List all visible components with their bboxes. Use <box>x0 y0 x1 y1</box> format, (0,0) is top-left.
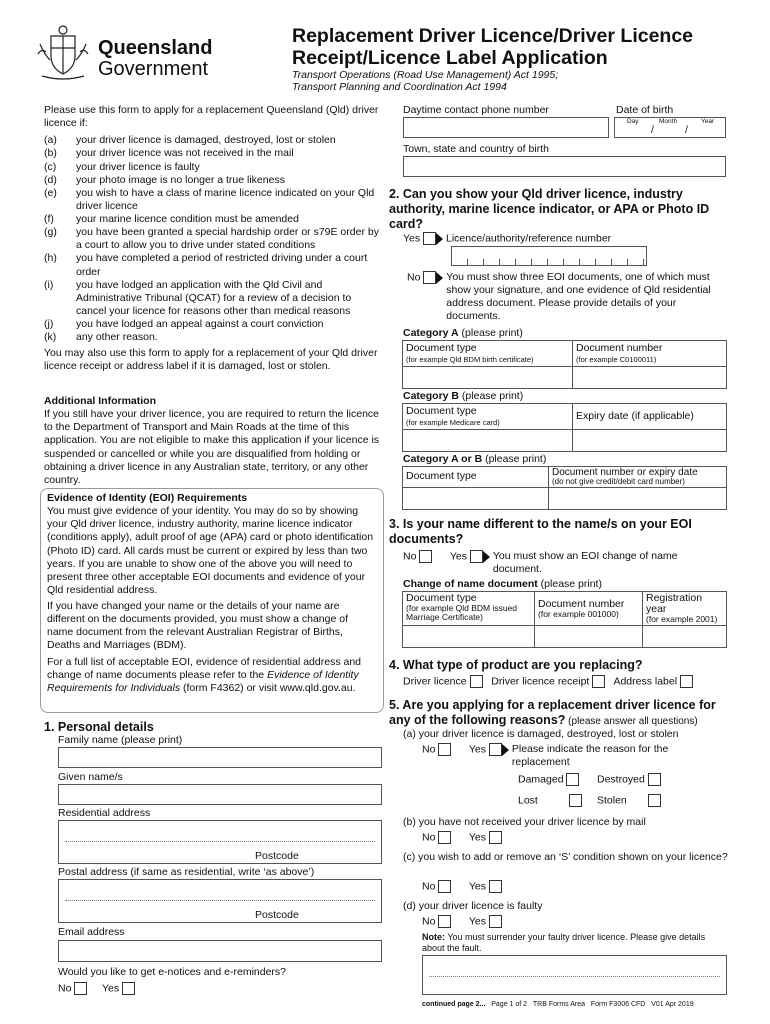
reason-text: you have lodged an application with the Qld Civil and Administrative Tribunal (QCAT) for a review of a decision to cancel your licence for reasons other than medical reasons <box>76 278 352 317</box>
s5a-destroyed <box>597 773 661 786</box>
reason-text: you have lodged an appeal against a court conviction <box>76 318 324 330</box>
dob-day: Day <box>627 118 639 125</box>
s5d-note-text: You must surrender your faulty driver licence. Please give details about the fault. <box>422 932 706 954</box>
intro-lead: Please use this form to apply for a replacement Queensland (Qld) driver licence if: <box>44 104 379 130</box>
category-a-note: (please print) <box>458 327 523 339</box>
reason-item <box>44 252 384 278</box>
crest-logo <box>36 24 90 82</box>
s5a-no-checkbox[interactable] <box>438 743 451 756</box>
con-reg-input[interactable] <box>643 625 727 647</box>
reason-item <box>44 331 384 344</box>
s4-receipt-checkbox[interactable] <box>592 675 605 688</box>
s5d-no-label: No <box>422 915 436 928</box>
s3-yes-text: You must show an EOI change of name document. <box>492 550 678 576</box>
footer-area: TRB Forms Area <box>532 1001 586 1008</box>
s5c-options <box>422 880 502 893</box>
s5a-options <box>422 743 722 769</box>
dob-label: Date of birth <box>616 104 674 116</box>
given-name-label: Given name/s <box>58 771 123 783</box>
damaged-label: Damaged <box>518 773 564 786</box>
town-input[interactable] <box>403 156 726 177</box>
eoi-p3-tail: (form F4362) or visit www.qld.gov.au. <box>180 681 356 694</box>
reason-text: you have been granted a special hardship order or s79E order by a court to allow you to drive under stated conditions <box>76 226 379 252</box>
s5a-stolen <box>597 794 661 807</box>
given-name-input[interactable] <box>58 784 382 805</box>
cat-a-doctype-input[interactable] <box>403 366 573 388</box>
additional-title: Additional Information <box>44 395 156 407</box>
lost-checkbox[interactable] <box>569 794 582 807</box>
s3-yes-label: Yes <box>449 550 468 563</box>
category-ab-note: (please print) <box>482 453 547 465</box>
eoi-p3-text: For a full list of acceptable EOI, evidence of residential address and change of name documents please refer to the <box>47 655 362 681</box>
eoi-title: Evidence of Identity (EOI) Requirements <box>47 492 248 504</box>
reason-key: (f) <box>44 213 54 225</box>
footer-page: Page 1 of 2 <box>491 1001 528 1008</box>
gov-name-line2: Government <box>98 58 209 80</box>
s5c-yes-label: Yes <box>468 880 487 893</box>
reason-item <box>44 226 384 252</box>
lost-label: Lost <box>518 794 538 807</box>
reason-text: your driver licence is damaged, destroyed, lost or stolen <box>76 134 336 147</box>
legislation-line2: Transport Planning and Coordination Act 1994 <box>292 81 507 93</box>
gov-name-line1: Queensland <box>98 37 213 59</box>
section5-title <box>389 698 729 729</box>
s3-no-checkbox[interactable] <box>419 550 432 563</box>
eoi-panel <box>40 488 384 713</box>
category-a-heading <box>403 327 523 340</box>
postal-label: Postal address (if same as residential, write ‘as above’) <box>58 866 315 878</box>
residential-address-input[interactable] <box>58 820 382 864</box>
change-of-name-heading <box>403 578 602 591</box>
reason-text: you have completed a period of restricted driving under a court order <box>76 252 368 278</box>
s3-no-label: No <box>403 550 417 563</box>
change-of-name-note: (please print) <box>537 578 602 590</box>
s4-driver-licence-checkbox[interactable] <box>470 675 483 688</box>
reason-key: (b) <box>44 147 57 160</box>
category-ab-title: Category A or B <box>403 453 483 465</box>
dob-month: Month <box>659 118 678 125</box>
intro-also: You may also use this form to apply for a replacement of your Qld driver licence receipt or address label if it is damaged, lost or stolen. <box>44 347 378 373</box>
reason-item <box>44 161 384 174</box>
s5a-damaged <box>518 773 579 786</box>
footer-form: Form F3006 CFD <box>590 1001 646 1008</box>
form-title-line2: Receipt/Licence Label Application <box>292 47 608 69</box>
s5a-yes-label: Yes <box>468 743 487 756</box>
reason-text: your photo image is no longer a true likeness <box>76 173 285 186</box>
con-doctype-example: (for example Qld BDM issued Marriage Certificate) <box>406 603 518 622</box>
s2-no-label: No <box>407 271 421 284</box>
enotice-yes-label: Yes <box>101 982 120 995</box>
footer-version: V01 Apr 2019 <box>651 1001 694 1008</box>
dob-year: Year <box>701 118 715 125</box>
category-a-title: Category A <box>403 327 459 339</box>
s5a-lost <box>518 794 582 807</box>
dob-slash-2: / <box>685 124 688 136</box>
enotice-no-label: No <box>58 982 72 995</box>
reason-key: (e) <box>44 186 57 199</box>
dob-slash-1: / <box>651 124 654 136</box>
family-name-label: Family name (please print) <box>58 734 183 746</box>
con-docnum-input[interactable] <box>535 625 643 647</box>
s2-no-checkbox[interactable] <box>423 271 436 284</box>
category-ab-heading <box>403 453 546 466</box>
s5d-note-label: Note: <box>422 932 445 942</box>
enotice-yes-checkbox[interactable] <box>122 982 135 995</box>
reason-text: any other reason. <box>76 331 158 344</box>
reason-key: (c) <box>44 160 57 173</box>
eoi-p3-doc-title: Evidence of Identity Requirements for Individuals <box>47 668 359 694</box>
cat-a-doctype-example: (for example Qld BDM birth certificate) <box>406 355 534 365</box>
footer <box>422 1001 694 1010</box>
reason-key: (d) <box>44 173 57 186</box>
phone-label: Daytime contact phone number <box>403 104 549 116</box>
cat-a-docnum-input[interactable] <box>573 366 727 388</box>
cat-ab-num-header: Document number or expiry date <box>552 467 698 478</box>
reason-key: (a) <box>44 134 57 147</box>
s3-yes-checkbox[interactable] <box>470 550 483 563</box>
damaged-checkbox[interactable] <box>566 773 579 786</box>
s5a-reason-text: Please indicate the reason for the replacement <box>511 743 669 769</box>
category-b-table <box>402 403 727 452</box>
s4-driver-licence-label: Driver licence <box>403 675 467 688</box>
enotice-question: Would you like to get e-notices and e-reminders? <box>58 966 287 978</box>
destroyed-label: Destroyed <box>597 773 645 786</box>
eoi-p2: If you have changed your name or the details of your name are different on the documents provided, you must show a change of name document from the relevant Australian Registrar of Births, Deaths and Marriages (BDM). <box>47 600 348 652</box>
reason-item <box>44 279 384 318</box>
s5c-question: (c) you wish to add or remove an ‘S’ condition shown on your licence? <box>403 851 728 863</box>
s4-options <box>403 675 693 688</box>
postcode-label-2: Postcode <box>255 909 299 921</box>
reason-item <box>44 174 384 187</box>
cat-a-docnum-example: (for example C0100011) <box>576 355 657 365</box>
town-label: Town, state and country of birth <box>403 143 549 155</box>
cat-b-doctype-input[interactable] <box>403 430 573 452</box>
cat-b-expiry-header: Expiry date (if applicable) <box>576 409 694 422</box>
form-title-line1: Replacement Driver Licence/Driver Licence <box>292 25 694 47</box>
arrow-right-icon <box>502 744 509 756</box>
cat-b-doctype-example: (for example Medicare card) <box>406 418 500 428</box>
section1-title: 1. Personal details <box>44 720 154 734</box>
s5d-yes-label: Yes <box>468 915 487 928</box>
reason-key: (i) <box>44 278 54 291</box>
email-label: Email address <box>58 926 125 938</box>
family-name-input[interactable] <box>58 747 382 768</box>
s2-yes-row <box>403 232 611 245</box>
postcode-label: Postcode <box>255 850 299 862</box>
con-doctype-header: Document type <box>406 592 477 604</box>
con-docnum-header: Document number <box>538 597 625 610</box>
change-of-name-title: Change of name document <box>403 578 538 590</box>
s5b-yes-checkbox[interactable] <box>489 831 502 844</box>
category-b-title: Category B <box>403 390 460 402</box>
reason-text: your driver licence is faulty <box>76 160 200 173</box>
s4-receipt-label: Driver licence receipt <box>491 675 590 688</box>
reason-key: (h) <box>44 252 57 265</box>
arrow-right-icon <box>436 233 443 245</box>
s5d-question: (d) your driver licence is faulty <box>403 900 543 912</box>
con-docnum-example: (for example 001000) <box>538 608 619 619</box>
s5b-options <box>422 831 502 844</box>
cat-ab-doctype-header: Document type <box>406 470 477 483</box>
s4-address-label-label: Address label <box>613 675 678 688</box>
eoi-p3 <box>47 656 377 695</box>
reason-item <box>44 187 384 213</box>
s5c-no-checkbox[interactable] <box>438 880 451 893</box>
additional-info <box>44 395 384 487</box>
s5d-note <box>422 932 727 955</box>
stolen-checkbox[interactable] <box>648 794 661 807</box>
licence-number-input[interactable] <box>451 246 647 266</box>
category-b-heading <box>403 390 523 403</box>
enotice-no-checkbox[interactable] <box>74 982 87 995</box>
s3-options <box>403 550 723 576</box>
cat-ab-num-input[interactable] <box>549 488 727 510</box>
con-reg-header: Registration year <box>646 592 703 616</box>
category-a-table <box>402 340 727 389</box>
postal-address-input[interactable] <box>58 879 382 923</box>
arrow-right-icon <box>483 551 490 563</box>
reason-item <box>44 134 384 147</box>
cat-a-doctype-header: Document type <box>406 342 477 354</box>
s5d-yes-checkbox[interactable] <box>489 915 502 928</box>
s5d-no-checkbox[interactable] <box>438 915 451 928</box>
enotice-options <box>58 982 135 995</box>
section3-title: 3. Is your name different to the name/s on your EOI documents? <box>389 517 692 546</box>
dob-input[interactable] <box>614 117 726 138</box>
con-doctype-input[interactable] <box>403 625 535 647</box>
reason-key: (g) <box>44 226 57 239</box>
section2-title: 2. Can you show your Qld driver licence, industry authority, marine licence indicator, or APA or Photo ID card? <box>389 187 710 231</box>
footer-continued: continued page 2... <box>422 1001 486 1008</box>
s5c-no-label: No <box>422 880 436 893</box>
cat-b-expiry-input[interactable] <box>573 430 727 452</box>
s2-yes-label: Yes <box>403 232 421 245</box>
eoi-p1: You must give evidence of your identity. You may do so by showing your Qld driver licence, industry authority, marine licence indicator (conditions apply), adult proof of age (APA) card or photo identification (Photo ID) card. All cards must be current or expired by less than two years. If you are unable to show one of the above you will need to present three other acceptable EOI documents and evidence of your Qld residential address. <box>47 505 374 596</box>
category-ab-table <box>402 466 727 510</box>
arrow-right-icon <box>436 272 443 284</box>
cat-ab-doctype-input[interactable] <box>403 488 549 510</box>
reason-item <box>44 318 384 331</box>
s2-yes-checkbox[interactable] <box>423 232 436 245</box>
cat-a-docnum-header: Document number <box>576 342 663 354</box>
s2-no-row <box>407 271 729 324</box>
residential-label: Residential address <box>58 807 151 819</box>
stolen-label: Stolen <box>597 794 627 807</box>
reason-list <box>44 134 384 344</box>
section4-title: 4. What type of product are you replacing? <box>389 658 643 672</box>
section5-title-text: 5. Are you applying for a replacement driver licence for any of the following reasons? <box>389 698 716 728</box>
destroyed-checkbox[interactable] <box>648 773 661 786</box>
email-input[interactable] <box>58 940 382 962</box>
s5a-question: (a) your driver licence is damaged, destroyed, lost or stolen <box>403 728 679 740</box>
section5-note: (please answer all questions) <box>565 716 698 728</box>
change-of-name-table <box>402 591 727 648</box>
additional-body: If you still have your driver licence, you are required to return the licence to the Department of Transport and Main Roads at the time of this application. You are not eligible to make this application if your licence is suspended or cancelled or while you are disqualified from holding or obtaining a driver licence in any Australian state, territory, or any other country. <box>44 408 380 486</box>
reason-item <box>44 147 384 160</box>
s2-licence-number-label: Licence/authority/reference number <box>445 232 612 245</box>
reason-text: your driver licence was not received in the mail <box>76 147 294 160</box>
s5b-yes-label: Yes <box>468 831 487 844</box>
reason-key: (j) <box>44 318 54 330</box>
reason-text: you wish to have a class of marine licence indicated on your Qld driver licence <box>76 186 375 212</box>
s5c-yes-checkbox[interactable] <box>489 880 502 893</box>
s5b-question: (b) you have not received your driver licence by mail <box>403 816 646 828</box>
legislation-line1: Transport Operations (Road Use Management) Act 1995; <box>292 69 559 81</box>
cat-ab-num-note: (do not give credit/debit card number) <box>552 477 685 486</box>
cat-b-doctype-header: Document type <box>406 405 477 417</box>
reason-item <box>44 213 384 226</box>
s5a-no-label: No <box>422 743 436 756</box>
fault-details-input[interactable] <box>422 955 727 995</box>
s5a-yes-checkbox[interactable] <box>489 743 502 756</box>
s5b-no-label: No <box>422 831 436 844</box>
phone-input[interactable] <box>403 117 609 138</box>
category-b-note: (please print) <box>459 390 524 402</box>
intro-section <box>44 104 384 374</box>
con-reg-example: (for example 2001) <box>646 614 718 625</box>
reason-text: your marine licence condition must be amended <box>76 213 299 225</box>
s5b-no-checkbox[interactable] <box>438 831 451 844</box>
reason-key: (k) <box>44 331 57 344</box>
s5d-options <box>422 915 502 928</box>
s2-no-text: You must show three EOI documents, one of which must show your signature, and one evidence of Qld residential address document. Please provide details of your documents. <box>446 271 711 323</box>
s4-address-label-checkbox[interactable] <box>680 675 693 688</box>
